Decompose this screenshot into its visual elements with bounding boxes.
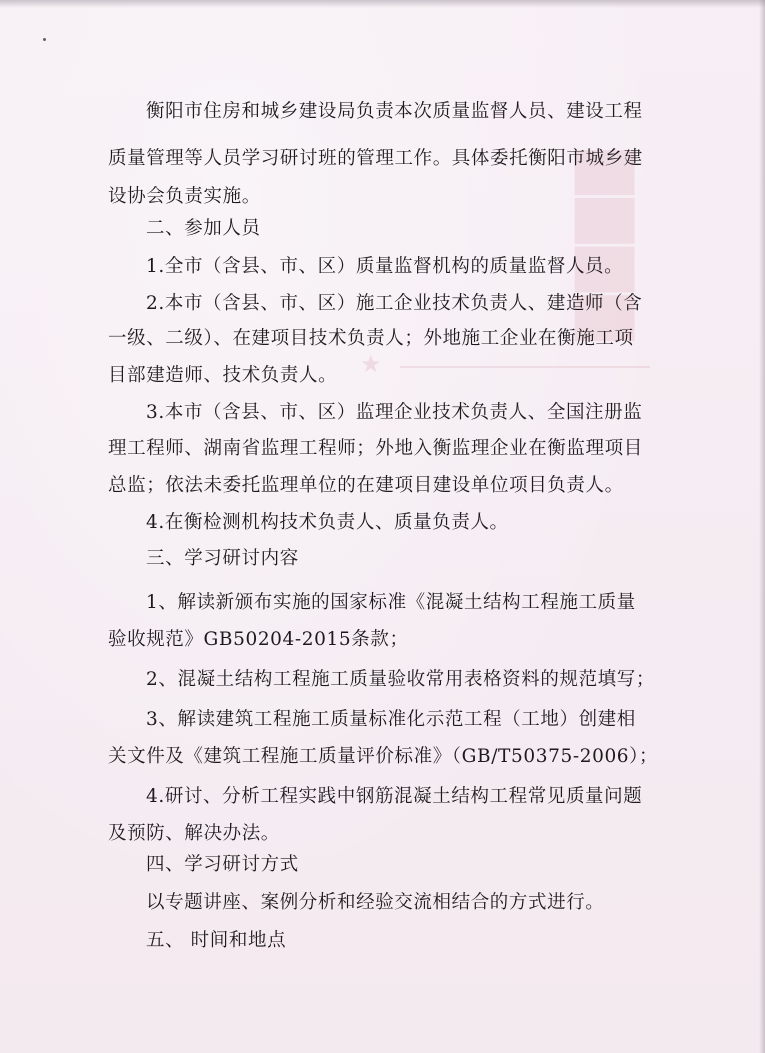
paragraph-line: 验收规范》GB50204-2015条款； bbox=[108, 629, 409, 650]
list-item: 2、混凝土结构工程施工质量验收常用表格资料的规范填写； bbox=[146, 669, 655, 690]
reverse-side-star-icon: ★ bbox=[360, 350, 382, 378]
section-heading-participants: 二、参加人员 bbox=[146, 218, 261, 239]
paragraph-line: 总监；依法未委托监理单位的在建项目建设单位项目负责人。 bbox=[108, 475, 624, 496]
paragraph-line: 理工程师、湖南省监理工程师；外地入衡监理企业在衡监理项目 bbox=[108, 438, 643, 459]
paragraph-line: 以专题讲座、案例分析和经验交流相结合的方式进行。 bbox=[146, 892, 605, 913]
list-item: 1、解读新颁布实施的国家标准《混凝土结构工程施工质量 bbox=[146, 592, 636, 613]
list-item: 3.本市（含县、市、区）监理企业技术负责人、全国注册监 bbox=[146, 402, 643, 423]
paragraph-line: 质量管理等人员学习研讨班的管理工作。具体委托衡阳市城乡建 bbox=[108, 148, 643, 169]
section-heading-method: 四、学习研讨方式 bbox=[146, 854, 299, 875]
paragraph-line: 目部建造师、技术负责人。 bbox=[108, 365, 338, 386]
list-item: 1.全市（含县、市、区）质量监督机构的质量监督人员。 bbox=[146, 256, 624, 277]
reverse-side-bleed-through: ▇▇▇▇ bbox=[566, 150, 634, 345]
list-item: 2.本市（含县、市、区）施工企业技术负责人、建造师（含 bbox=[146, 293, 643, 314]
list-item: 4.在衡检测机构技术负责人、质量负责人。 bbox=[146, 512, 509, 533]
list-item: 4.研讨、分析工程实践中钢筋混凝土结构工程常见质量问题 bbox=[146, 786, 643, 807]
paragraph-line: 一级、二级）、在建项目技术负责人；外地施工企业在衡施工项 bbox=[108, 328, 634, 349]
paragraph-line: 关文件及《建筑工程施工质量评价标准》（GB/T50375-2006）； bbox=[108, 746, 659, 767]
paragraph-line: 及预防、解决办法。 bbox=[108, 823, 280, 844]
paragraph-line: 衡阳市住房和城乡建设局负责本次质量监督人员、建设工程 bbox=[146, 101, 643, 122]
section-heading-time-place: 五、 时间和地点 bbox=[146, 930, 287, 951]
section-heading-content: 三、学习研讨内容 bbox=[146, 548, 299, 569]
list-item: 3、解读建筑工程施工质量标准化示范工程（工地）创建相 bbox=[146, 709, 636, 730]
paragraph-line: 设协会负责实施。 bbox=[108, 186, 261, 207]
